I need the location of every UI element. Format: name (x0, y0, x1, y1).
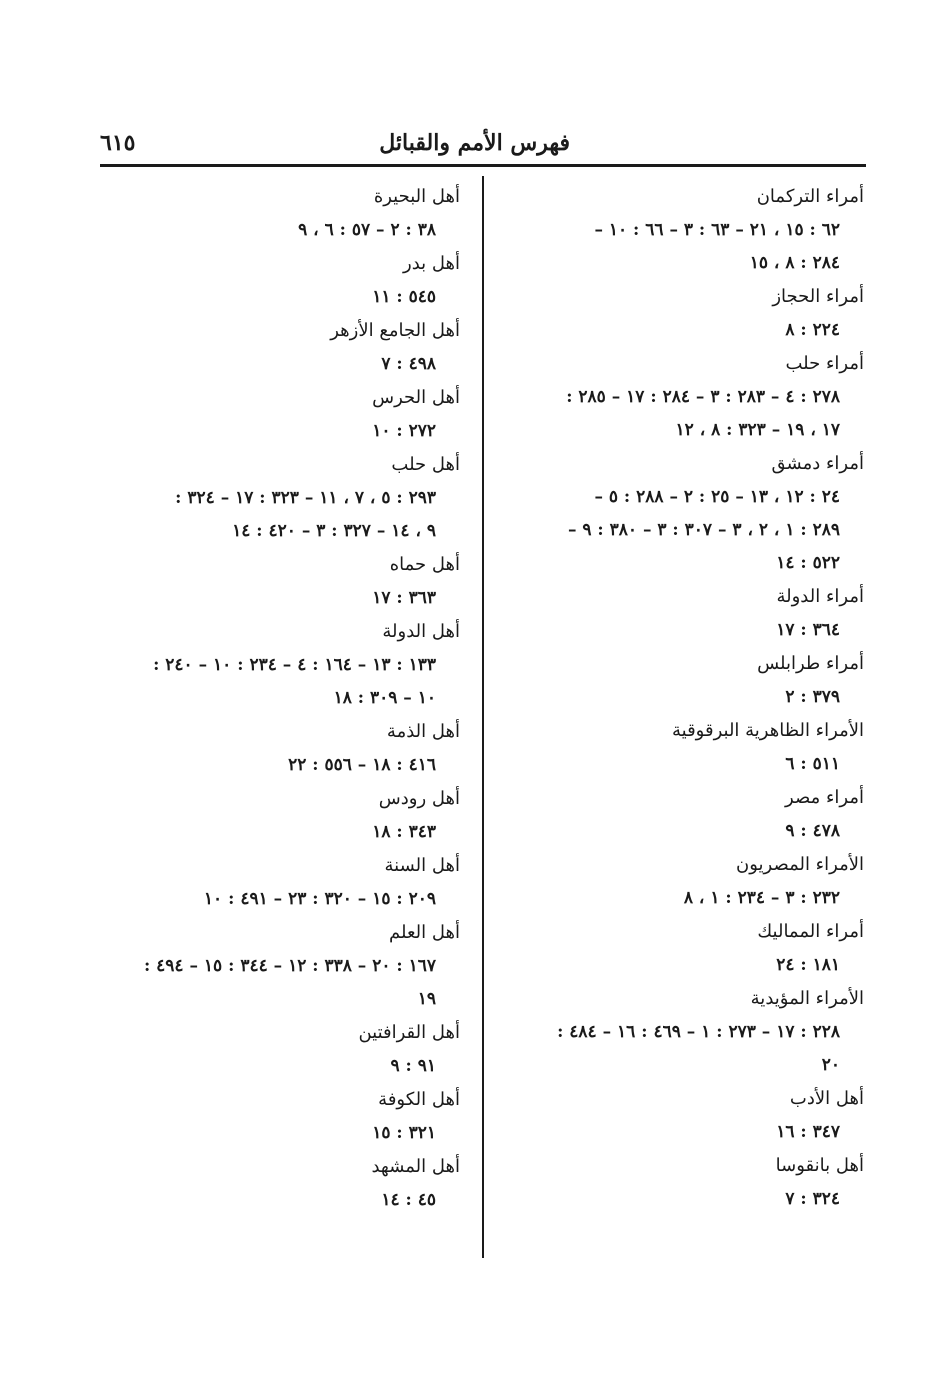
entry-page-refs: ٣٦٤ : ١٧ (776, 620, 840, 640)
index-entry (94, 1083, 460, 1150)
entry-page-refs: ٢٨٩ : ١ ، ٢ ، ٣ – ٣٠٧ : ٣ – ٣٨٠ : ٩ – (567, 520, 840, 540)
index-column-right (498, 180, 864, 1216)
index-entry (498, 447, 864, 580)
index-entry (94, 782, 460, 849)
entry-name: أهل بدر (403, 253, 460, 274)
entry-page-refs: ١٣٣ : ١٣ – ١٦٤ : ٤ – ٢٣٤ : ١٠ – ٢٤٠ : (153, 655, 436, 675)
entry-page-refs: ٢٧٨ : ٤ – ٢٨٣ : ٣ – ٢٨٤ : ١٧ – ٢٨٥ : (566, 387, 840, 407)
entry-page-refs: ٩ ، ١٤ – ٣٢٧ : ٣ – ٤٢٠ : ١٤ (232, 521, 436, 541)
entry-page-refs: ١٧ ، ١٩ – ٣٢٣ : ٨ ، ١٢ (675, 420, 840, 440)
entry-page-refs: ٥١١ : ٦ (785, 754, 840, 774)
entry-name: أمراء المماليك (757, 921, 864, 942)
entry-name: أهل بانقوسا (775, 1155, 864, 1176)
entry-name: أهل الحرس (372, 387, 460, 408)
entry-name: الأمراء المصريون (736, 854, 864, 875)
entry-name: أهل الدولة (382, 621, 460, 642)
entry-name: الأمراء المؤيدية (750, 988, 864, 1009)
entry-name: أهل الكوفة (378, 1089, 460, 1110)
entry-page-refs: ٢٢٨ : ١٧ – ٢٧٣ : ١ – ٤٦٩ : ١٦ – ٤٨٤ : (557, 1022, 840, 1042)
entry-page-refs: ٥٤٥ : ١١ (372, 287, 436, 307)
index-entry (498, 647, 864, 714)
entry-name: أهل البحيرة (373, 186, 460, 207)
entry-page-refs: ١٨١ : ٢٤ (776, 955, 840, 975)
index-entry (498, 915, 864, 982)
entry-page-refs: ٣٤٣ : ١٨ (372, 822, 436, 842)
entry-page-refs: ٤٧٨ : ٩ (785, 821, 840, 841)
index-entry (94, 548, 460, 615)
entry-page-refs: ٣٢٤ : ٧ (785, 1189, 840, 1209)
entry-page-refs: ٥٢٢ : ١٤ (776, 553, 840, 573)
entry-name: أمراء الحجاز (772, 286, 864, 307)
page-number: ٦١٥ (100, 130, 136, 156)
index-entry (94, 381, 460, 448)
entry-page-refs: ٣٧٩ : ٢ (785, 687, 840, 707)
entry-page-refs: ٢٧٢ : ١٠ (372, 421, 436, 441)
entry-page-refs: ٣٨ : ٢ – ٥٧ : ٦ ، ٩ (298, 220, 436, 240)
index-entry (498, 982, 864, 1082)
entry-name: أهل العلم (389, 922, 460, 943)
entry-name: أمراء مصر (785, 787, 864, 808)
running-title: فهرس الأمم والقبائل (379, 130, 570, 156)
index-entry (498, 347, 864, 447)
entry-page-refs: ٤١٦ : ١٨ – ٥٥٦ : ٢٢ (288, 755, 436, 775)
index-entry (94, 247, 460, 314)
entry-name: أهل الأدب (789, 1088, 864, 1109)
index-entry (498, 1149, 864, 1216)
entry-name: أهل رودس (378, 788, 460, 809)
entry-page-refs: ٣٦٣ : ١٧ (372, 588, 436, 608)
entry-page-refs: ٤٥ : ١٤ (381, 1190, 436, 1210)
index-entry (498, 848, 864, 915)
entry-name: أمراء الدولة (776, 586, 864, 607)
entry-page-refs: ٢٣٢ : ٣ – ٢٣٤ : ١ ، ٨ (683, 888, 840, 908)
entry-page-refs: ١٩ (417, 989, 436, 1009)
entry-name: أهل المشهد (371, 1156, 460, 1177)
entry-name: أهل الجامع الأزهر (330, 320, 460, 341)
index-entry (94, 615, 460, 715)
entry-page-refs: ٣٤٧ : ١٦ (776, 1122, 840, 1142)
index-entry (94, 448, 460, 548)
entry-page-refs: ١٦٧ : ٢٠ – ٣٣٨ : ١٢ – ٣٤٤ : ١٥ – ٤٩٤ : (143, 956, 436, 976)
index-entry (94, 180, 460, 247)
entry-name: أمراء التركمان (756, 186, 864, 207)
header-rule (100, 164, 866, 167)
entry-page-refs: ٢٠ (821, 1055, 840, 1075)
index-entry (498, 580, 864, 647)
entry-page-refs: ٤٩٨ : ٧ (381, 354, 436, 374)
index-entry (498, 714, 864, 781)
index-entry (94, 849, 460, 916)
index-entry (498, 781, 864, 848)
page-header (100, 128, 866, 164)
entry-page-refs: ١٠ – ٣٠٩ : ١٨ (333, 688, 436, 708)
entry-name: أهل القرافتين (358, 1022, 460, 1043)
entry-name: الأمراء الظاهرية البرقوقية (671, 720, 864, 741)
entry-page-refs: ٦٢ : ١٥ ، ٢١ – ٦٣ : ٣ – ٦٦ : ١٠ – (594, 220, 840, 240)
entry-name: أهل حلب (391, 454, 460, 475)
entry-name: أمراء طرابلس (757, 653, 864, 674)
entry-name: أهل الذمة (386, 721, 460, 742)
index-entry (94, 1016, 460, 1083)
entry-page-refs: ٢٢٤ : ٨ (785, 320, 840, 340)
entry-page-refs: ٢٨٤ : ٨ ، ١٥ (749, 253, 840, 273)
index-entry (498, 180, 864, 280)
column-divider (482, 176, 484, 1258)
index-column-left (94, 180, 460, 1217)
index-entry (94, 715, 460, 782)
index-entry (94, 1150, 460, 1217)
entry-name: أمراء دمشق (771, 453, 864, 474)
entry-page-refs: ٩١ : ٩ (390, 1056, 436, 1076)
entry-page-refs: ٢٩٣ : ٥ ، ٧ ، ١١ – ٣٢٣ : ١٧ – ٣٢٤ : (175, 488, 436, 508)
entry-name: أمراء حلب (785, 353, 864, 374)
entry-page-refs: ٢٠٩ : ١٥ – ٣٢٠ : ٢٣ – ٤٩١ : ١٠ (203, 889, 436, 909)
entry-name: أهل السنة (384, 855, 460, 876)
index-entry (94, 314, 460, 381)
index-entry (498, 280, 864, 347)
entry-page-refs: ٢٤ : ١٢ ، ١٣ – ٢٥ : ٢ – ٢٨٨ : ٥ – (594, 487, 840, 507)
index-entry (94, 916, 460, 1016)
index-entry (498, 1082, 864, 1149)
entry-name: أهل حماه (389, 554, 460, 575)
entry-page-refs: ٣٢١ : ١٥ (372, 1123, 436, 1143)
